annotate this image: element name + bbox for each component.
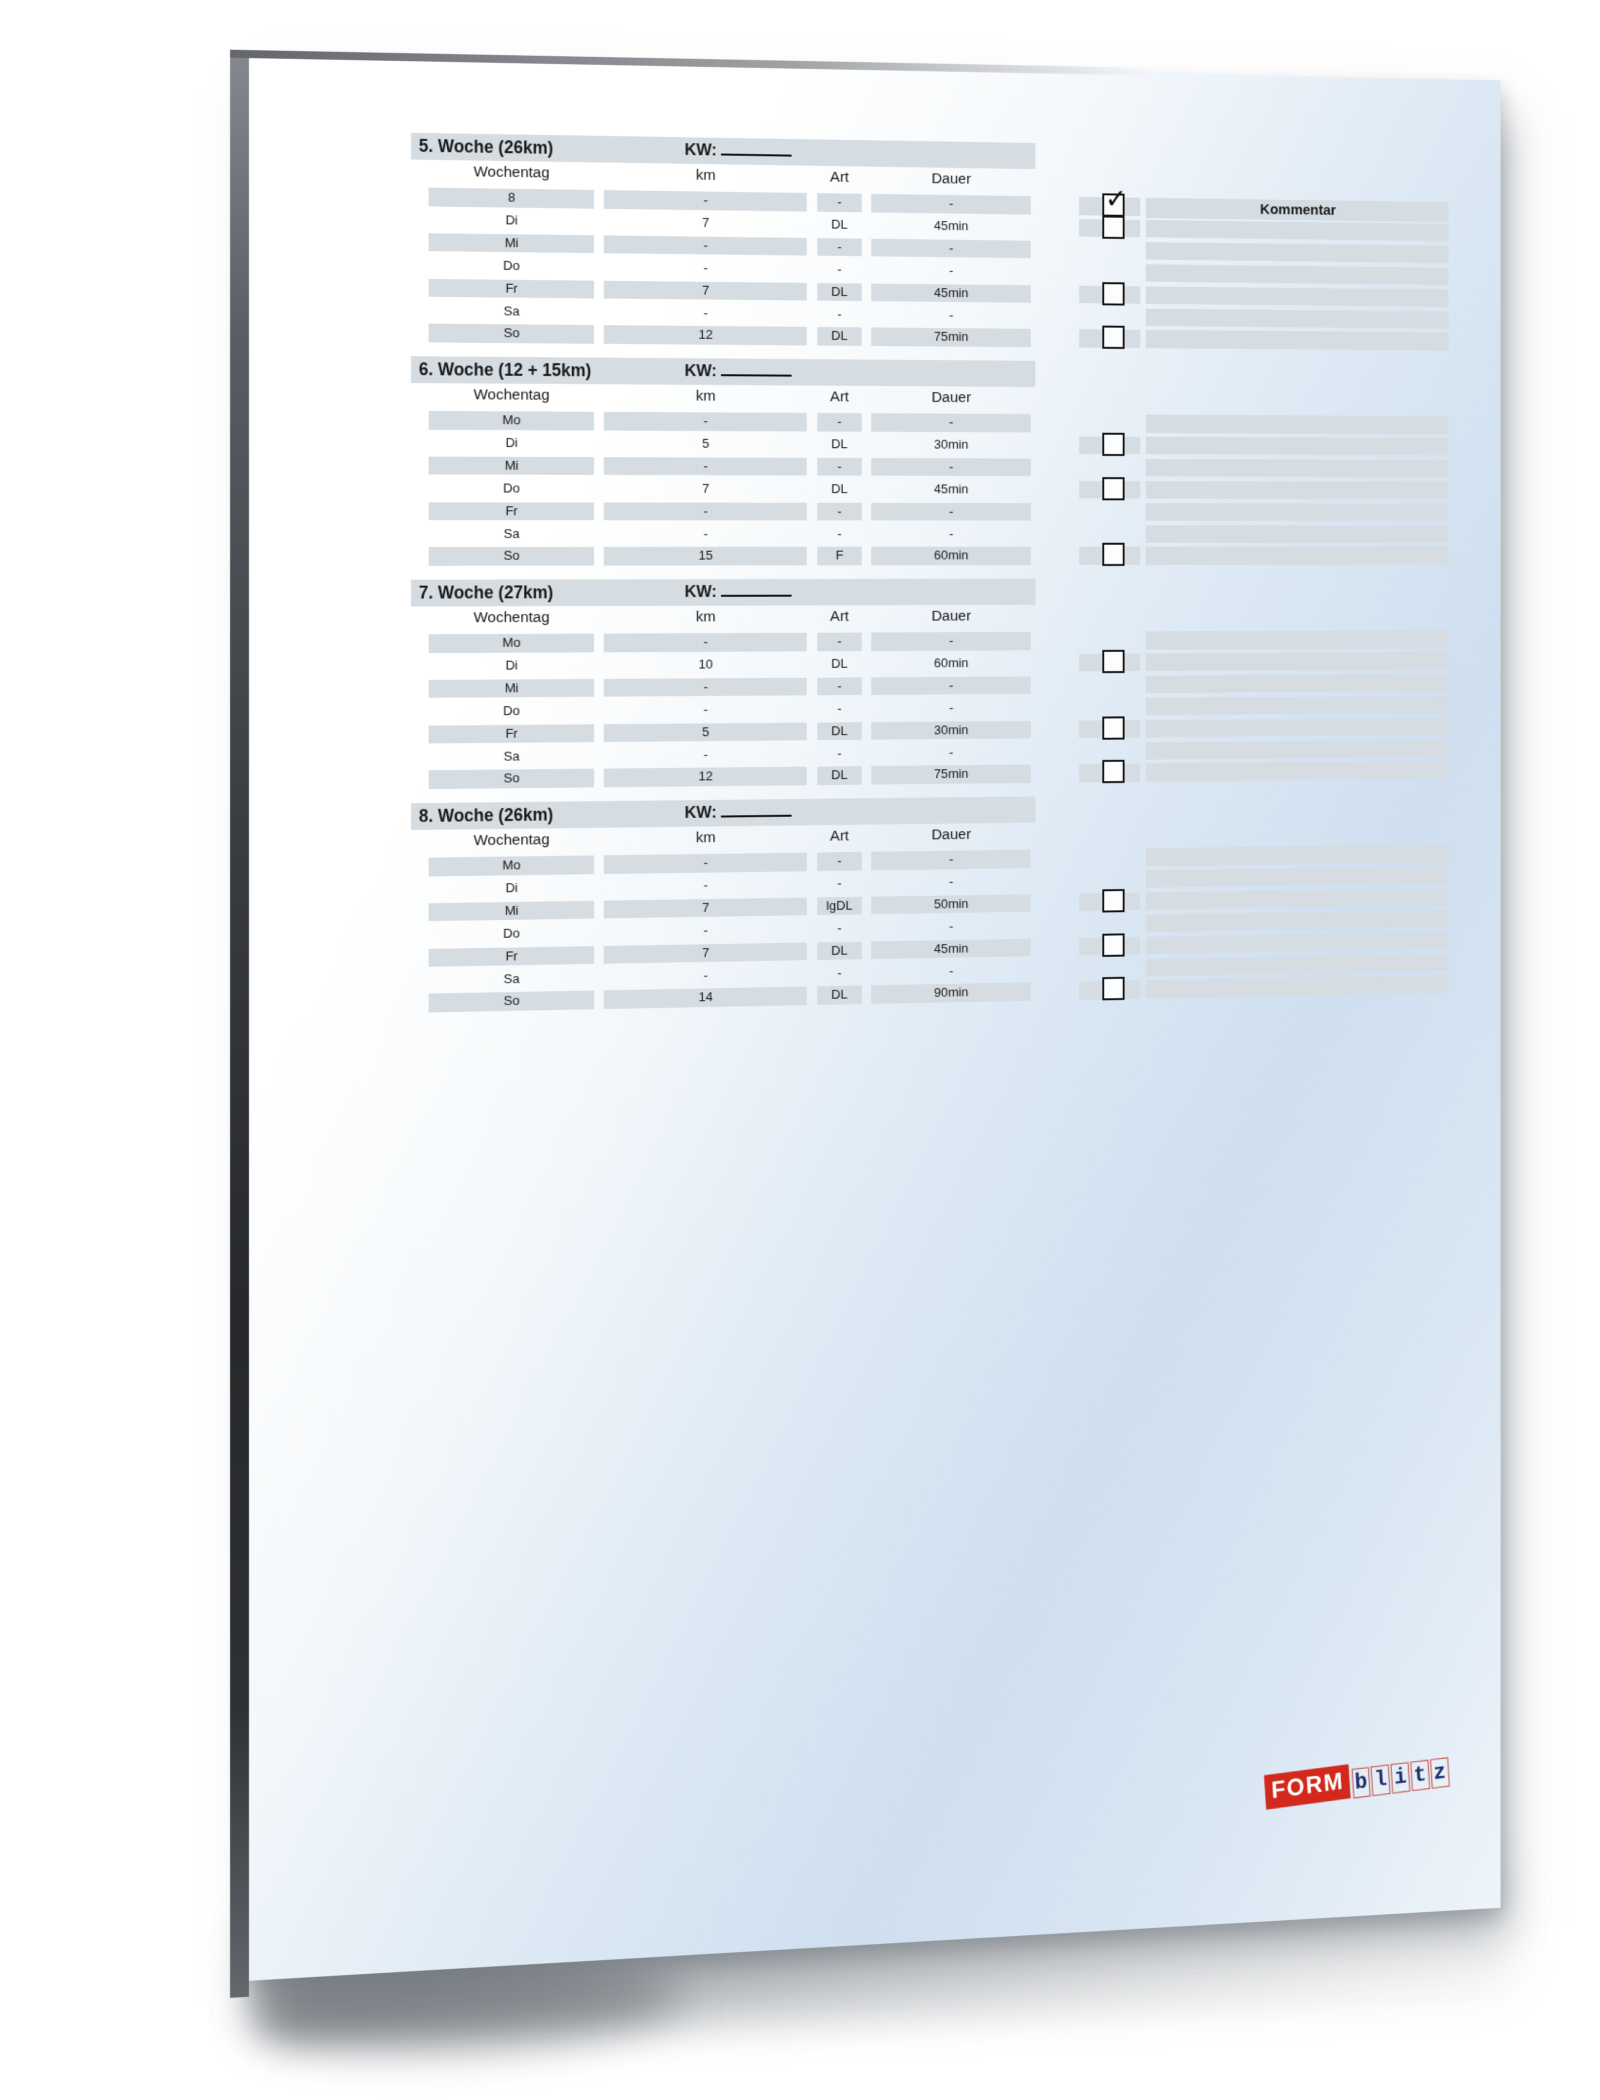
- km-cell: 5: [604, 722, 807, 742]
- week-block: [245, 355, 1501, 577]
- art-cell: lgDL: [817, 897, 862, 916]
- art-cell: -: [817, 502, 862, 520]
- column-header-km: km: [695, 829, 716, 847]
- dauer-cell: -: [949, 262, 954, 278]
- km-cell: -: [703, 259, 708, 275]
- dauer-cell: -: [871, 632, 1031, 651]
- km-cell: -: [604, 190, 807, 211]
- logo-blitz-letter: t: [1410, 1760, 1430, 1792]
- km-cell: -: [703, 525, 708, 541]
- day-row: [245, 456, 1501, 478]
- kw-input-line[interactable]: [721, 802, 792, 817]
- dauer-cell: 90min: [871, 983, 1031, 1004]
- column-header-art: Art: [830, 827, 849, 845]
- comment-checkbox[interactable]: [1102, 543, 1124, 566]
- comment-line[interactable]: [1146, 717, 1449, 737]
- km-cell: -: [703, 877, 708, 893]
- km-cell: 12: [604, 767, 807, 787]
- day-row: [245, 479, 1501, 500]
- km-cell: 7: [604, 897, 807, 918]
- logo-blitz-letter: b: [1351, 1767, 1371, 1799]
- logo-blitz-wordmark: [1349, 1757, 1449, 1798]
- day-cell: Fr: [429, 279, 594, 299]
- comment-line[interactable]: [1146, 525, 1449, 543]
- day-cell: 8: [429, 188, 594, 209]
- dauer-cell: -: [871, 502, 1031, 520]
- km-cell: -: [604, 235, 807, 256]
- comment-line[interactable]: [1146, 866, 1449, 888]
- kommentar-header-checkbox[interactable]: [1102, 183, 1127, 216]
- day-cell: Sa: [503, 748, 520, 764]
- day-cell: Di: [505, 212, 518, 228]
- day-row: [245, 652, 1501, 677]
- day-cell: Di: [505, 434, 518, 450]
- comment-checkbox[interactable]: [1102, 716, 1124, 739]
- kw-wrap: [685, 140, 792, 161]
- week-block: [245, 791, 1501, 1027]
- comment-line[interactable]: [1146, 910, 1449, 933]
- dauer-cell: -: [871, 850, 1031, 870]
- dauer-cell: -: [871, 458, 1031, 476]
- day-cell: Do: [503, 480, 521, 496]
- comment-line[interactable]: [1146, 459, 1449, 478]
- column-header-row: [245, 385, 1501, 414]
- column-header-dauer: Dauer: [931, 826, 972, 844]
- km-cell: -: [703, 746, 708, 762]
- art-cell: -: [837, 875, 842, 891]
- week-title: 7. Woche (27km): [418, 582, 554, 603]
- dauer-cell: 75min: [871, 328, 1031, 347]
- dauer-cell: -: [949, 918, 954, 934]
- comment-checkbox[interactable]: [1102, 326, 1124, 349]
- comment-line[interactable]: [1146, 503, 1449, 521]
- column-header-day: Wochentag: [473, 163, 550, 182]
- day-cell: So: [429, 991, 594, 1012]
- art-cell: -: [837, 964, 842, 980]
- art-cell: DL: [831, 436, 848, 452]
- day-cell: Mo: [429, 634, 594, 653]
- day-cell: Fr: [429, 724, 594, 744]
- art-cell: DL: [831, 216, 848, 232]
- comment-checkbox[interactable]: [1102, 977, 1124, 1001]
- kw-input-line[interactable]: [721, 361, 792, 376]
- week-title: 8. Woche (26km): [418, 804, 554, 826]
- art-cell: -: [837, 261, 842, 277]
- km-cell: 10: [698, 656, 713, 672]
- day-cell: Di: [505, 880, 518, 896]
- comment-line[interactable]: [1146, 739, 1449, 759]
- day-row: [245, 433, 1501, 456]
- km-cell: -: [703, 304, 708, 320]
- kw-label: KW:: [684, 140, 717, 160]
- km-cell: 5: [702, 435, 710, 451]
- week-title: 5. Woche (26km): [418, 135, 554, 158]
- comment-checkbox[interactable]: [1102, 760, 1124, 783]
- kw-wrap: [685, 802, 792, 823]
- week-title-bar: [411, 579, 1035, 607]
- comment-line[interactable]: [1146, 888, 1449, 910]
- art-cell: -: [817, 413, 862, 431]
- day-cell: Mi: [429, 233, 594, 253]
- art-cell: -: [837, 525, 842, 541]
- dauer-cell: 30min: [871, 721, 1031, 740]
- kommentar-header: Kommentar: [1146, 198, 1449, 222]
- km-cell: 7: [604, 280, 807, 300]
- km-cell: -: [703, 701, 708, 717]
- comment-line[interactable]: [1146, 547, 1449, 565]
- comment-line[interactable]: [1146, 761, 1449, 782]
- km-cell: 15: [604, 547, 807, 565]
- comment-line[interactable]: [1146, 481, 1449, 499]
- comment-line[interactable]: [1146, 630, 1449, 649]
- art-cell: DL: [817, 327, 862, 345]
- comment-checkbox[interactable]: [1102, 477, 1124, 500]
- km-cell: -: [604, 633, 807, 652]
- day-row: [245, 673, 1501, 699]
- art-cell: -: [817, 193, 862, 212]
- week-block: [245, 578, 1501, 802]
- week-title-bar: [411, 356, 1035, 387]
- dauer-cell: 60min: [933, 655, 969, 671]
- art-cell: DL: [831, 655, 848, 671]
- column-header-day: Wochentag: [473, 609, 550, 627]
- art-cell: -: [837, 745, 842, 761]
- column-header-day: Wochentag: [473, 831, 550, 850]
- logo-blitz-letter: z: [1430, 1757, 1450, 1789]
- formblitz-logo: [1264, 1753, 1450, 1810]
- day-cell: Sa: [503, 525, 520, 541]
- column-header-dauer: Dauer: [931, 170, 972, 188]
- comment-checkbox[interactable]: [1102, 650, 1124, 673]
- km-cell: -: [703, 922, 708, 938]
- dauer-cell: 45min: [933, 481, 969, 496]
- column-header-art: Art: [830, 608, 849, 625]
- week-block: [245, 130, 1501, 361]
- comment-line[interactable]: [1146, 415, 1449, 434]
- column-header-dauer: Dauer: [931, 607, 972, 625]
- day-cell: Di: [505, 657, 518, 673]
- day-cell: Do: [503, 257, 521, 273]
- day-cell: Do: [503, 925, 521, 941]
- column-header-km: km: [695, 387, 716, 405]
- day-row: [245, 502, 1501, 521]
- week-title-bar: [411, 796, 1035, 830]
- comment-checkbox[interactable]: [1102, 933, 1124, 957]
- day-cell: Mi: [429, 456, 594, 475]
- page-top-edge: [230, 50, 1148, 76]
- day-row: [245, 547, 1501, 566]
- comment-line[interactable]: [1146, 674, 1449, 694]
- km-cell: -: [703, 967, 708, 983]
- dauer-cell: -: [871, 239, 1031, 259]
- dauer-cell: -: [949, 699, 954, 715]
- dauer-cell: 50min: [871, 894, 1031, 914]
- day-row: [245, 630, 1501, 653]
- dauer-cell: -: [871, 676, 1031, 695]
- comment-line[interactable]: [1146, 931, 1449, 954]
- column-header-km: km: [695, 166, 716, 184]
- comment-checkbox[interactable]: [1102, 215, 1124, 238]
- dauer-cell: 30min: [933, 436, 969, 452]
- art-cell: DL: [831, 481, 848, 496]
- column-header-art: Art: [830, 168, 849, 186]
- kw-wrap: [685, 361, 792, 381]
- comment-line[interactable]: [1146, 437, 1449, 456]
- dauer-cell: -: [949, 873, 954, 889]
- km-cell: 12: [604, 326, 807, 346]
- art-cell: DL: [817, 722, 862, 740]
- day-cell: Sa: [503, 970, 520, 986]
- day-cell: Mi: [429, 679, 594, 698]
- art-cell: F: [817, 547, 862, 565]
- dauer-cell: -: [949, 962, 954, 978]
- column-header-art: Art: [830, 388, 849, 406]
- comment-line[interactable]: [1146, 264, 1449, 285]
- kw-label: KW:: [684, 582, 717, 601]
- km-cell: 7: [702, 480, 710, 496]
- week-title: 6. Woche (12 + 15km): [418, 359, 592, 381]
- day-cell: Fr: [429, 502, 594, 520]
- km-cell: -: [604, 502, 807, 520]
- column-header-day: Wochentag: [473, 386, 550, 404]
- logo-blitz-letter: i: [1391, 1762, 1411, 1794]
- day-cell: So: [429, 324, 594, 344]
- km-cell: 7: [604, 942, 807, 964]
- dauer-cell: 75min: [871, 765, 1031, 785]
- column-header-dauer: Dauer: [931, 389, 972, 406]
- day-row: [245, 525, 1501, 544]
- art-cell: -: [817, 852, 862, 871]
- column-header-km: km: [695, 608, 716, 626]
- kw-input-line[interactable]: [721, 582, 792, 597]
- day-cell: Mi: [429, 901, 594, 922]
- dauer-cell: 60min: [871, 547, 1031, 565]
- kw-label: KW:: [684, 361, 717, 381]
- comment-line[interactable]: [1146, 953, 1449, 976]
- art-cell: -: [837, 306, 842, 321]
- comment-line[interactable]: [1146, 652, 1449, 671]
- comment-line[interactable]: [1146, 308, 1449, 329]
- comment-line[interactable]: [1146, 220, 1449, 242]
- day-cell: So: [429, 769, 594, 789]
- dauer-cell: 45min: [933, 218, 969, 234]
- comment-checkbox[interactable]: [1102, 889, 1124, 912]
- art-cell: -: [837, 700, 842, 716]
- logo-blitz-letter: l: [1371, 1764, 1391, 1796]
- dauer-cell: -: [949, 744, 954, 759]
- day-cell: So: [429, 547, 594, 565]
- dauer-cell: -: [871, 194, 1031, 214]
- dauer-cell: -: [949, 307, 954, 322]
- day-cell: Sa: [503, 302, 520, 318]
- comment-line[interactable]: [1146, 975, 1449, 998]
- art-cell: -: [837, 920, 842, 935]
- km-cell: 7: [702, 214, 710, 230]
- day-cell: Fr: [429, 946, 594, 967]
- art-cell: -: [817, 238, 862, 257]
- km-cell: -: [604, 853, 807, 874]
- dauer-cell: -: [871, 413, 1031, 432]
- km-cell: -: [604, 457, 807, 476]
- dauer-cell: -: [949, 525, 954, 541]
- checkmark-icon: ✓: [1105, 183, 1127, 214]
- art-cell: DL: [817, 283, 862, 302]
- comment-line[interactable]: [1146, 286, 1449, 307]
- day-cell: Do: [503, 702, 521, 718]
- km-cell: -: [604, 412, 807, 431]
- day-cell: Mo: [429, 855, 594, 876]
- logo-form-wordmark: FORM: [1264, 1764, 1350, 1810]
- km-cell: 14: [604, 987, 807, 1009]
- document-page: [245, 56, 1501, 1981]
- km-cell: -: [604, 678, 807, 697]
- comment-line[interactable]: [1146, 242, 1449, 263]
- comment-checkbox[interactable]: [1102, 282, 1124, 305]
- day-cell: Mo: [429, 411, 594, 430]
- comment-line[interactable]: [1146, 844, 1449, 866]
- art-cell: -: [817, 677, 862, 695]
- art-cell: DL: [817, 767, 862, 785]
- comment-line[interactable]: [1146, 330, 1449, 350]
- kw-wrap: [685, 582, 792, 602]
- comment-checkbox[interactable]: [1102, 433, 1124, 456]
- kw-label: KW:: [684, 802, 717, 822]
- comment-line[interactable]: [1146, 696, 1449, 716]
- art-cell: DL: [817, 986, 862, 1005]
- day-row: [245, 410, 1501, 434]
- column-header-row: [245, 606, 1501, 632]
- dauer-cell: 45min: [871, 283, 1031, 303]
- art-cell: -: [817, 633, 862, 651]
- kw-input-line[interactable]: [721, 141, 792, 157]
- art-cell: -: [817, 458, 862, 476]
- art-cell: DL: [817, 941, 862, 960]
- dauer-cell: 45min: [871, 938, 1031, 959]
